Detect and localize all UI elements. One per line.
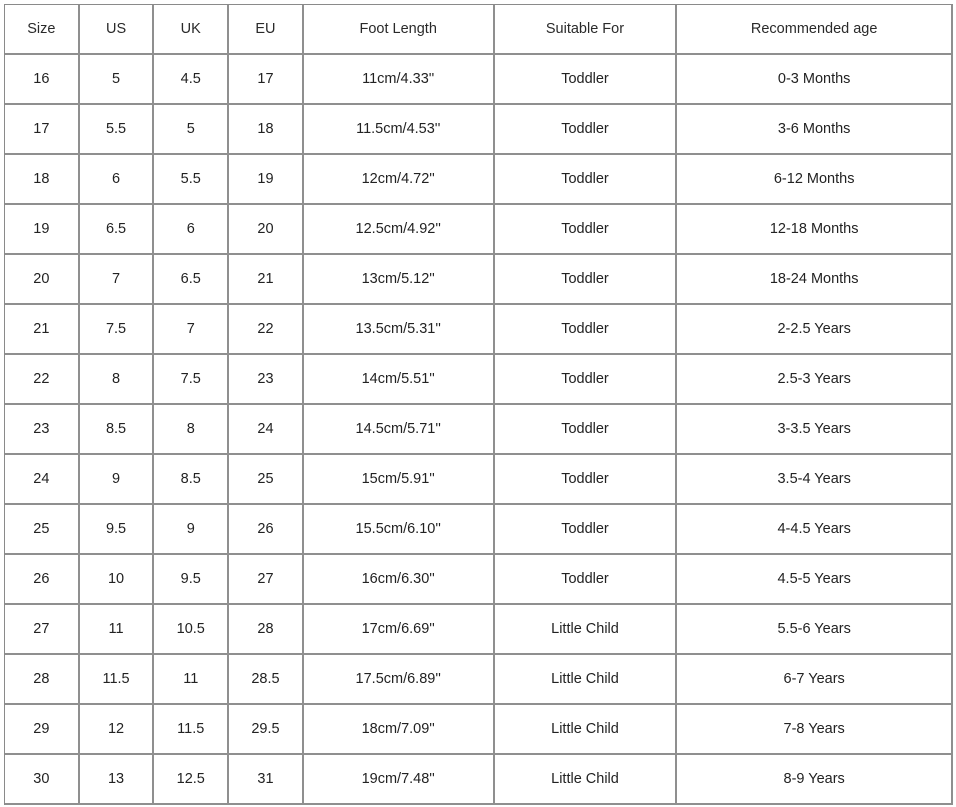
cell-suitable-for: Little Child bbox=[495, 605, 678, 655]
cell-us: 8 bbox=[80, 355, 155, 405]
cell-recommended-age: 8-9 Years bbox=[677, 755, 953, 805]
cell-us: 6.5 bbox=[80, 205, 155, 255]
cell-us: 9 bbox=[80, 455, 155, 505]
cell-size: 26 bbox=[5, 555, 80, 605]
cell-uk: 5 bbox=[154, 105, 229, 155]
cell-foot-length: 16cm/6.30'' bbox=[304, 555, 495, 605]
cell-foot-length: 14cm/5.51'' bbox=[304, 355, 495, 405]
cell-uk: 6.5 bbox=[154, 255, 229, 305]
cell-size: 21 bbox=[5, 305, 80, 355]
cell-size: 27 bbox=[5, 605, 80, 655]
cell-us: 6 bbox=[80, 155, 155, 205]
cell-uk: 8 bbox=[154, 405, 229, 455]
cell-eu: 24 bbox=[229, 405, 304, 455]
cell-suitable-for: Little Child bbox=[495, 705, 678, 755]
cell-recommended-age: 7-8 Years bbox=[677, 705, 953, 755]
table-row bbox=[5, 255, 953, 305]
cell-suitable-for: Toddler bbox=[495, 255, 678, 305]
cell-foot-length: 19cm/7.48'' bbox=[304, 755, 495, 805]
cell-size: 30 bbox=[5, 755, 80, 805]
cell-foot-length: 17.5cm/6.89'' bbox=[304, 655, 495, 705]
cell-eu: 27 bbox=[229, 555, 304, 605]
cell-size: 23 bbox=[5, 405, 80, 455]
cell-suitable-for: Toddler bbox=[495, 505, 678, 555]
cell-suitable-for: Little Child bbox=[495, 655, 678, 705]
header-suitable-for: Suitable For bbox=[495, 5, 678, 55]
cell-us: 13 bbox=[80, 755, 155, 805]
header-uk: UK bbox=[154, 5, 229, 55]
cell-eu: 21 bbox=[229, 255, 304, 305]
cell-foot-length: 14.5cm/5.71'' bbox=[304, 405, 495, 455]
table-row bbox=[5, 105, 953, 155]
cell-uk: 9.5 bbox=[154, 555, 229, 605]
cell-uk: 4.5 bbox=[154, 55, 229, 105]
cell-recommended-age: 12-18 Months bbox=[677, 205, 953, 255]
cell-size: 18 bbox=[5, 155, 80, 205]
table-row bbox=[5, 505, 953, 555]
table-row bbox=[5, 555, 953, 605]
cell-suitable-for: Toddler bbox=[495, 555, 678, 605]
cell-us: 8.5 bbox=[80, 405, 155, 455]
cell-eu: 28 bbox=[229, 605, 304, 655]
cell-eu: 26 bbox=[229, 505, 304, 555]
table-row bbox=[5, 305, 953, 355]
cell-foot-length: 12.5cm/4.92'' bbox=[304, 205, 495, 255]
cell-recommended-age: 6-12 Months bbox=[677, 155, 953, 205]
cell-foot-length: 13cm/5.12'' bbox=[304, 255, 495, 305]
cell-us: 5 bbox=[80, 55, 155, 105]
cell-eu: 31 bbox=[229, 755, 304, 805]
cell-size: 29 bbox=[5, 705, 80, 755]
cell-uk: 10.5 bbox=[154, 605, 229, 655]
header-size: Size bbox=[5, 5, 80, 55]
cell-suitable-for: Toddler bbox=[495, 55, 678, 105]
table-row bbox=[5, 455, 953, 505]
cell-foot-length: 15.5cm/6.10'' bbox=[304, 505, 495, 555]
cell-eu: 22 bbox=[229, 305, 304, 355]
table-row bbox=[5, 605, 953, 655]
cell-foot-length: 13.5cm/5.31'' bbox=[304, 305, 495, 355]
cell-us: 10 bbox=[80, 555, 155, 605]
cell-uk: 6 bbox=[154, 205, 229, 255]
cell-eu: 28.5 bbox=[229, 655, 304, 705]
size-chart-table bbox=[4, 4, 953, 805]
cell-us: 11.5 bbox=[80, 655, 155, 705]
cell-recommended-age: 2.5-3 Years bbox=[677, 355, 953, 405]
cell-eu: 20 bbox=[229, 205, 304, 255]
header-eu: EU bbox=[229, 5, 304, 55]
cell-us: 7.5 bbox=[80, 305, 155, 355]
cell-suitable-for: Toddler bbox=[495, 305, 678, 355]
table-body bbox=[5, 55, 953, 805]
cell-eu: 25 bbox=[229, 455, 304, 505]
header-foot-length: Foot Length bbox=[304, 5, 495, 55]
cell-recommended-age: 3.5-4 Years bbox=[677, 455, 953, 505]
cell-suitable-for: Toddler bbox=[495, 205, 678, 255]
cell-uk: 9 bbox=[154, 505, 229, 555]
cell-foot-length: 17cm/6.69'' bbox=[304, 605, 495, 655]
cell-uk: 7.5 bbox=[154, 355, 229, 405]
cell-uk: 11.5 bbox=[154, 705, 229, 755]
cell-suitable-for: Toddler bbox=[495, 455, 678, 505]
cell-recommended-age: 3-3.5 Years bbox=[677, 405, 953, 455]
cell-suitable-for: Toddler bbox=[495, 405, 678, 455]
header-row bbox=[5, 5, 953, 55]
header-recommended-age: Recommended age bbox=[677, 5, 953, 55]
cell-recommended-age: 18-24 Months bbox=[677, 255, 953, 305]
cell-size: 28 bbox=[5, 655, 80, 705]
cell-recommended-age: 6-7 Years bbox=[677, 655, 953, 705]
cell-uk: 5.5 bbox=[154, 155, 229, 205]
cell-uk: 12.5 bbox=[154, 755, 229, 805]
cell-suitable-for: Toddler bbox=[495, 355, 678, 405]
cell-uk: 7 bbox=[154, 305, 229, 355]
cell-us: 7 bbox=[80, 255, 155, 305]
cell-eu: 23 bbox=[229, 355, 304, 405]
cell-recommended-age: 2-2.5 Years bbox=[677, 305, 953, 355]
table-row bbox=[5, 155, 953, 205]
cell-size: 17 bbox=[5, 105, 80, 155]
cell-foot-length: 15cm/5.91'' bbox=[304, 455, 495, 505]
cell-suitable-for: Little Child bbox=[495, 755, 678, 805]
cell-us: 11 bbox=[80, 605, 155, 655]
cell-foot-length: 11.5cm/4.53'' bbox=[304, 105, 495, 155]
cell-recommended-age: 4.5-5 Years bbox=[677, 555, 953, 605]
table-row bbox=[5, 705, 953, 755]
cell-eu: 19 bbox=[229, 155, 304, 205]
cell-uk: 8.5 bbox=[154, 455, 229, 505]
cell-us: 9.5 bbox=[80, 505, 155, 555]
cell-us: 5.5 bbox=[80, 105, 155, 155]
cell-us: 12 bbox=[80, 705, 155, 755]
cell-size: 19 bbox=[5, 205, 80, 255]
cell-size: 16 bbox=[5, 55, 80, 105]
cell-eu: 17 bbox=[229, 55, 304, 105]
cell-foot-length: 18cm/7.09'' bbox=[304, 705, 495, 755]
cell-suitable-for: Toddler bbox=[495, 105, 678, 155]
cell-eu: 18 bbox=[229, 105, 304, 155]
cell-recommended-age: 5.5-6 Years bbox=[677, 605, 953, 655]
header-us: US bbox=[80, 5, 155, 55]
cell-suitable-for: Toddler bbox=[495, 155, 678, 205]
cell-size: 20 bbox=[5, 255, 80, 305]
table-row bbox=[5, 55, 953, 105]
cell-size: 22 bbox=[5, 355, 80, 405]
cell-uk: 11 bbox=[154, 655, 229, 705]
cell-size: 25 bbox=[5, 505, 80, 555]
table-row bbox=[5, 655, 953, 705]
table-row bbox=[5, 755, 953, 805]
table-header bbox=[5, 5, 953, 55]
cell-foot-length: 12cm/4.72'' bbox=[304, 155, 495, 205]
table-row bbox=[5, 205, 953, 255]
table-row bbox=[5, 405, 953, 455]
table-row bbox=[5, 355, 953, 405]
cell-recommended-age: 0-3 Months bbox=[677, 55, 953, 105]
cell-eu: 29.5 bbox=[229, 705, 304, 755]
cell-size: 24 bbox=[5, 455, 80, 505]
cell-recommended-age: 3-6 Months bbox=[677, 105, 953, 155]
cell-foot-length: 11cm/4.33'' bbox=[304, 55, 495, 105]
cell-recommended-age: 4-4.5 Years bbox=[677, 505, 953, 555]
